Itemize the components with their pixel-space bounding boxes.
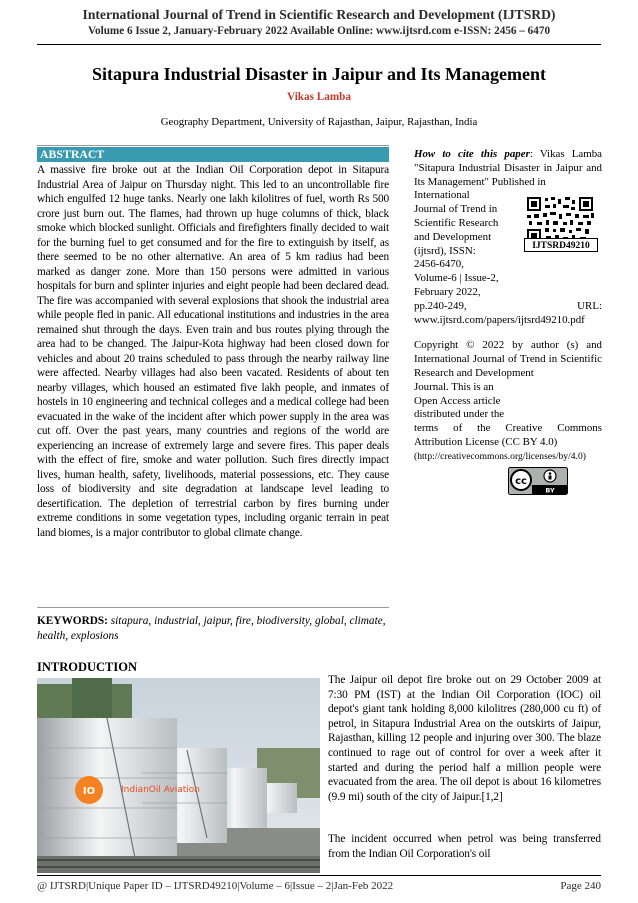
- abstract-text: A massive fire broke out at the Indian Oil Corporation depot in Sitapura Industrial Area of Jaipur on Thursday night. This led to an uncontrollable fire which engulfed 12 huge tanks. Nearly one lakh kilolitres of fuel, worth Rs 500 crore just burn out. The flames, had thrown up huge columns of thick, black smoke which blocked sunlight. Officials and firefighters finally decided to wait for the burning fuel to get consumed and for the fire to extinguish by itself, as there seemed to be no other alternative. An area of 5 km radius had been marked as danger zone. More than 150 persons were admitted in various hospitals for burn and splinter injuries and eight people had been declared dead. The fire was accompanied with several explosions that shook the industrial area while people fled in panic. All educational institutions and industries in the area remained shut through the days. Even train and bus routes plying through the area had to be changed. The Jaipur-Kota highway had been closed down for vehicles and about 20 trains scheduled to pass through the nearby railway line were affected. Nearby villages had also been vacated. Residents of about ten nearby villages, which housed an estimated five lakh people, and inmates of hostels in 10 engineering and technical colleges and a medical college had been evacuated in the wake of the incident after which power supply in the area was cut off. Over the past years, many countries and regions of the world are experiencing an increase of extremely large and severe fires. This paper deals with the effect of fire, smoke and water pollution. Such fires directly impact lives, human health, safety, livelihoods, material possessions, etc. They cause loss of biodiversity and site degradation at landscape level leading to desertification. The depletion of terrestrial carbon by fires burning under extreme conditions in some vegetation types, including organic terrain in peat land biomes, is a major contributor to global climate change.: [37, 164, 389, 539]
- copyright-line: Journal. This is an: [414, 380, 494, 393]
- footer-issue: Issue – 2: [292, 880, 332, 892]
- cc-by-icon: [508, 467, 568, 495]
- citation-line: International: [414, 189, 470, 202]
- citation-line: (ijtsrd), ISSN:: [414, 244, 476, 257]
- journal-header: International Journal of Trend in Scientific Research and Development (IJTSRD): [82, 7, 556, 22]
- tank-logo-text: IndianOil Aviation: [121, 785, 200, 795]
- page-footer: @ IJTSRD | Unique Paper ID – IJTSRD49210 | Volume – 6 | Issue – 2 | Jan-Feb 2022 Page 240: [37, 880, 601, 892]
- license-url[interactable]: (http://creativecommons.org/licenses/by/4.0): [414, 450, 586, 462]
- intro-paragraph-1: The Jaipur oil depot fire broke out on 29 October 2009 at 7:30 PM (IST) at the Indian Oil Corporation (IOC) oil depot's giant tank holding 8,000 kilolitres (280,000 cu ft) of petrol, in Sitapura Industrial Area on the outskirts of Jaipur, Rajasthan, killing 12 people and injuring over 300. The blaze continued to rage out of control for over a week after it started and during the period half a million people were evacuated from the area. The oil depot is about 16 kilometres (9.9 mi) south of the city of Jaipur.[1,2]: [328, 674, 601, 803]
- svg-text:cc: cc: [515, 476, 527, 487]
- citation-label: How to cite this paper: [414, 148, 530, 160]
- page-number: Page 240: [560, 880, 601, 892]
- footer-paper-id: Unique Paper ID – IJTSRD49210: [88, 880, 238, 892]
- issue-line: Volume 6 Issue 2, January-February 2022 Available Online: www.ijtsrd.com e-ISSN: 2456 – 6470: [87, 25, 551, 37]
- author-name: Vikas Lamba: [287, 91, 351, 103]
- citation-details: [414, 189, 510, 299]
- citation-line: and Development: [414, 230, 492, 243]
- abstract-heading: ABSTRACT: [37, 147, 389, 162]
- footer-brand: @ IJTSRD: [37, 880, 86, 892]
- paper-id-label: IJTSRD49210: [524, 238, 598, 252]
- footer-divider: [37, 875, 601, 876]
- keywords-text: sitapura, industrial, jaipur, fire, biodiversity, global, climate, health, explosions: [37, 615, 386, 642]
- affiliation: Geography Department, University of Rajasthan, Jaipur, Rajasthan, India: [160, 116, 478, 128]
- svg-text:IO: IO: [82, 786, 96, 797]
- copyright-details: [414, 381, 510, 422]
- oil-depot-photo: [37, 678, 320, 873]
- paper-title: Sitapura Industrial Disaster in Jaipur and Its Management: [92, 64, 546, 84]
- svg-text:BY: BY: [545, 486, 555, 495]
- citation-line: Scientific Research: [414, 216, 499, 229]
- copyright-lead: Copyright © 2022 by author (s) and International Journal of Trend in Scientific Research and Development: [414, 339, 602, 379]
- copyright-line: Open Access article: [414, 394, 501, 407]
- intro-paragraph-2: The incident occurred when petrol was being transferred from the Indian Oil Corporation's oil: [328, 833, 601, 860]
- citation-lead: How to cite this paper: Vikas Lamba "Sitapura Industrial Disaster in Jaipur and Its Management" Published in: [414, 148, 602, 188]
- citation-line: Journal of Trend in: [414, 203, 498, 216]
- keywords-label: KEYWORDS:: [37, 615, 108, 627]
- citation-line: Volume-6 | Issue-2,: [414, 272, 499, 285]
- citation-line: 2456-6470,: [414, 258, 464, 271]
- header-divider: [37, 44, 601, 45]
- footer-period: Jan-Feb 2022: [333, 880, 394, 892]
- introduction-heading: INTRODUCTION: [37, 660, 138, 674]
- copyright-line: distributed under the: [414, 408, 505, 421]
- copyright-tail: terms of the Creative Commons Attribution License (CC BY 4.0): [414, 422, 602, 448]
- citation-line: February 2022,: [414, 285, 481, 298]
- keywords: [37, 614, 389, 643]
- footer-volume: Volume – 6: [239, 880, 290, 892]
- citation-tail[interactable]: pp.240-249, URL: www.ijtsrd.com/papers/ijtsrd49210.pdf: [414, 299, 602, 326]
